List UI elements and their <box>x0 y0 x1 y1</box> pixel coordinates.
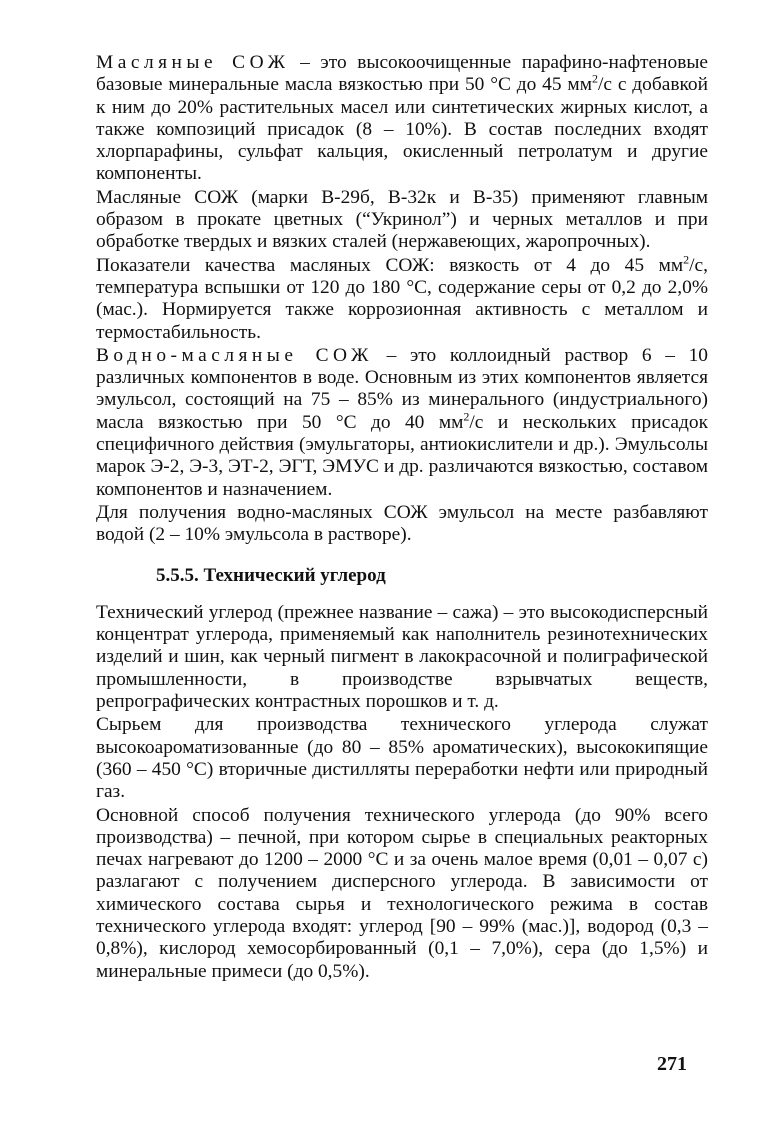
paragraph-carbon-black-feedstock <box>96 714 708 803</box>
paragraph-text: Показатели качества масляных СОЖ: вязкость от 4 до 45 мм <box>96 254 684 276</box>
superscript: 2 <box>591 71 598 86</box>
superscript: 2 <box>463 409 470 424</box>
term-water-oil-coolants: Водно-масляные СОЖ <box>96 344 373 366</box>
paragraph-text: /с, температура вспышки от 120 до 180 °C, содержание серы от 0,2 до 2,0% (мас.). Нормируется также коррозионная активность с металлом и термостабильность. <box>96 254 708 343</box>
paragraph-carbon-black-definition <box>96 602 708 713</box>
paragraph-text: Сырьем для производства технического углерода служат высокоароматизованные (до 80 – 85% ароматических), высококипящие (360 – 450 °C) вторичные дистилляты переработки нефти или природный газ. <box>96 714 708 803</box>
paragraph-carbon-black-production <box>96 805 708 983</box>
paragraph-text: – это высокоочищенные парафино-нафтеновые базовые минеральные масла вязкостью при 50 °C до 45 мм <box>96 52 708 96</box>
paragraph-text: /с с добавкой к ним до 20% растительных масел или синтетических жирных кислот, а также композиций присадок (8 – 10%). В состав последних входят хлорпарафины, сульфат кальция, окисленный петролатум и другие компоненты. <box>96 74 708 185</box>
paragraph-water-oil-coolants <box>96 345 708 501</box>
superscript: 2 <box>683 252 690 267</box>
paragraph-oil-coolants <box>96 52 708 186</box>
paragraph-oil-coolant-grades <box>96 187 708 254</box>
paragraph-emulsol-dilution <box>96 502 708 547</box>
paragraph-text: Основной способ получения технического углерода (до 90% всего производства) – печной, при котором сырье в специальных реакторных печах нагревают до 1200 – 2000 °C и за очень малое время (0,01 – 0,07 с) разлагают с получением дисперсного углерода. В зависимости от химического состава сырья и технологического режима в состав технического углерода входят: углерод [90 – 99% (мас.)], водород (0,3 – 0,8%), кислород хемосорбированный (0,1 – 7,0%), сера (до 1,5%) и минеральные примеси (до 0,5%). <box>96 804 708 982</box>
paragraph-text: /с и нескольких присадок специфичного действия (эмульгаторы, антиокислители и др.). Эмульсолы марок Э-2, Э-3, ЭТ-2, ЭГТ, ЭМУС и др. различаются вязкостью, составом компонентов и назначением. <box>96 411 708 500</box>
paragraph-text: – это коллоидный раствор 6 – 10 различных компонентов в воде. Основным из этих компонентов является эмульсол, состоящий на 75 – 85% из минерального (индустриального) масла вязкостью при 50 °C до 40 мм <box>96 344 708 433</box>
paragraph-text: Технический углерод (прежнее название – сажа) – это высокодисперсный концентрат углерода, применяемый как наполнитель резинотехнических изделий и шин, как черный пигмент в лакокрасочной и полиграфической промышленности, в производстве взрывчатых веществ, репрографических контрастных порошков и т. д. <box>96 601 708 713</box>
paragraph-quality-indicators <box>96 252 708 344</box>
paragraph-text: Для получения водно-масляных СОЖ эмульсол на месте разбавляют водой (2 – 10% эмульсола в растворе). <box>96 501 708 546</box>
paragraph-text: Масляные СОЖ (марки В-29б, В-32к и В-35) применяют главным образом в прокате цветных (“Укринол”) и черных металлов и при обработке твердых и вязких сталей (нержавеющих, жаропрочных). <box>96 186 708 253</box>
page-number: 271 <box>657 1053 687 1075</box>
page-body <box>96 52 708 983</box>
term-oil-coolants: Масляные СОЖ <box>96 52 290 73</box>
section-heading: 5.5.5. Технический углерод <box>156 564 386 586</box>
